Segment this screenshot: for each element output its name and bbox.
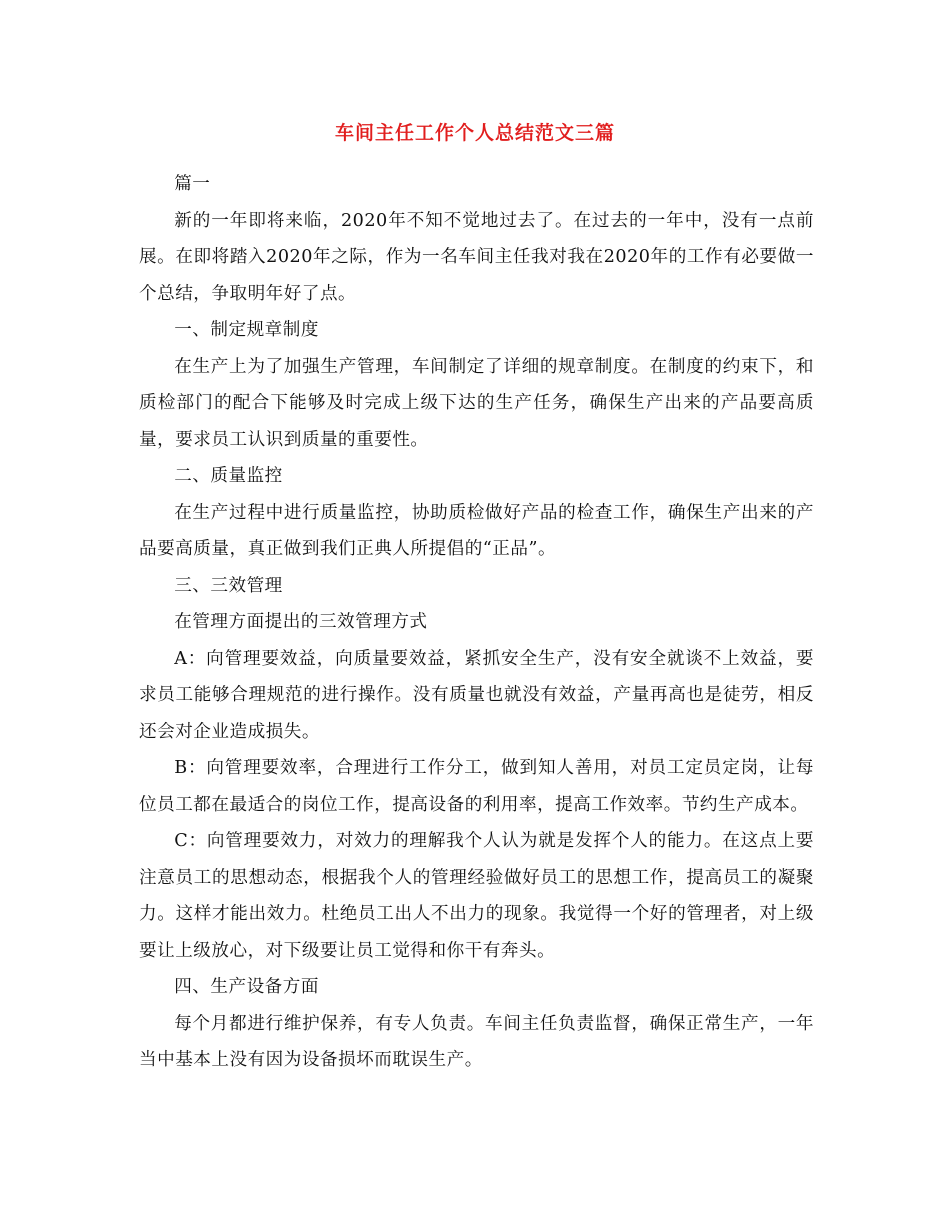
document-body [139, 166, 814, 1079]
section-heading-part-one: 篇一 [174, 174, 211, 194]
section-heading-equipment: 四、生产设备方面 [174, 977, 319, 997]
paragraph-rules: 在生产上为了加强生产管理，车间制定了详细的规章制度。在制度的约束下，和质检部门的配合下能够及时完成上级下达的生产任务，确保生产出来的产品要高质量，要求员工认识到质量的重要性。 [139, 356, 814, 450]
paragraph-three-efficiency-intro: 在管理方面提出的三效管理方式 [174, 612, 428, 632]
document-title: 车间主任工作个人总结范文三篇 [334, 122, 615, 144]
section-heading-three-efficiency: 三、三效管理 [174, 575, 283, 596]
section-heading-rules: 一、制定规章制度 [174, 320, 319, 340]
paragraph-quality: 在生产过程中进行质量监控，协助质检做好产品的检查工作，确保生产出来的产品要高质量，真正做到我们正典人所提倡的“正品”。 [139, 502, 814, 559]
paragraph-item-a: A：向管理要效益，向质量要效益，紧抓安全生产，没有安全就谈不上效益，要求员工能够合理规范的进行操作。没有质量也就没有效益，产量再高也是徒劳，相反还会对企业造成损失。 [139, 648, 814, 742]
paragraph-equipment: 每个月都进行维护保养，有专人负责。车间主任负责监督，确保正常生产，一年当中基本上没有因为设备损坏而耽误生产。 [139, 1013, 814, 1070]
paragraph-intro: 新的一年即将来临，2020年不知不觉地过去了。在过去的一年中，没有一点前展。在即将踏入2020年之际，作为一名车间主任我对我在2020年的工作有必要做一个总结，争取明年好了点。 [139, 210, 814, 304]
paragraph-item-c: C：向管理要效力，对效力的理解我个人认为就是发挥个人的能力。在这点上要注意员工的思想动态，根据我个人的管理经验做好员工的思想工作，提高员工的凝聚力。这样才能出效力。杜绝员工出人不出力的现象。我觉得一个好的管理者，对上级要让上级放心，对下级要让员工觉得和你干有奔头。 [139, 831, 814, 961]
paragraph-item-b: B：向管理要效率，合理进行工作分工，做到知人善用，对员工定员定岗，让每位员工都在最适合的岗位工作，提高设备的利用率，提高工作效率。节约生产成本。 [139, 758, 814, 815]
section-heading-quality: 二、质量监控 [174, 466, 283, 486]
